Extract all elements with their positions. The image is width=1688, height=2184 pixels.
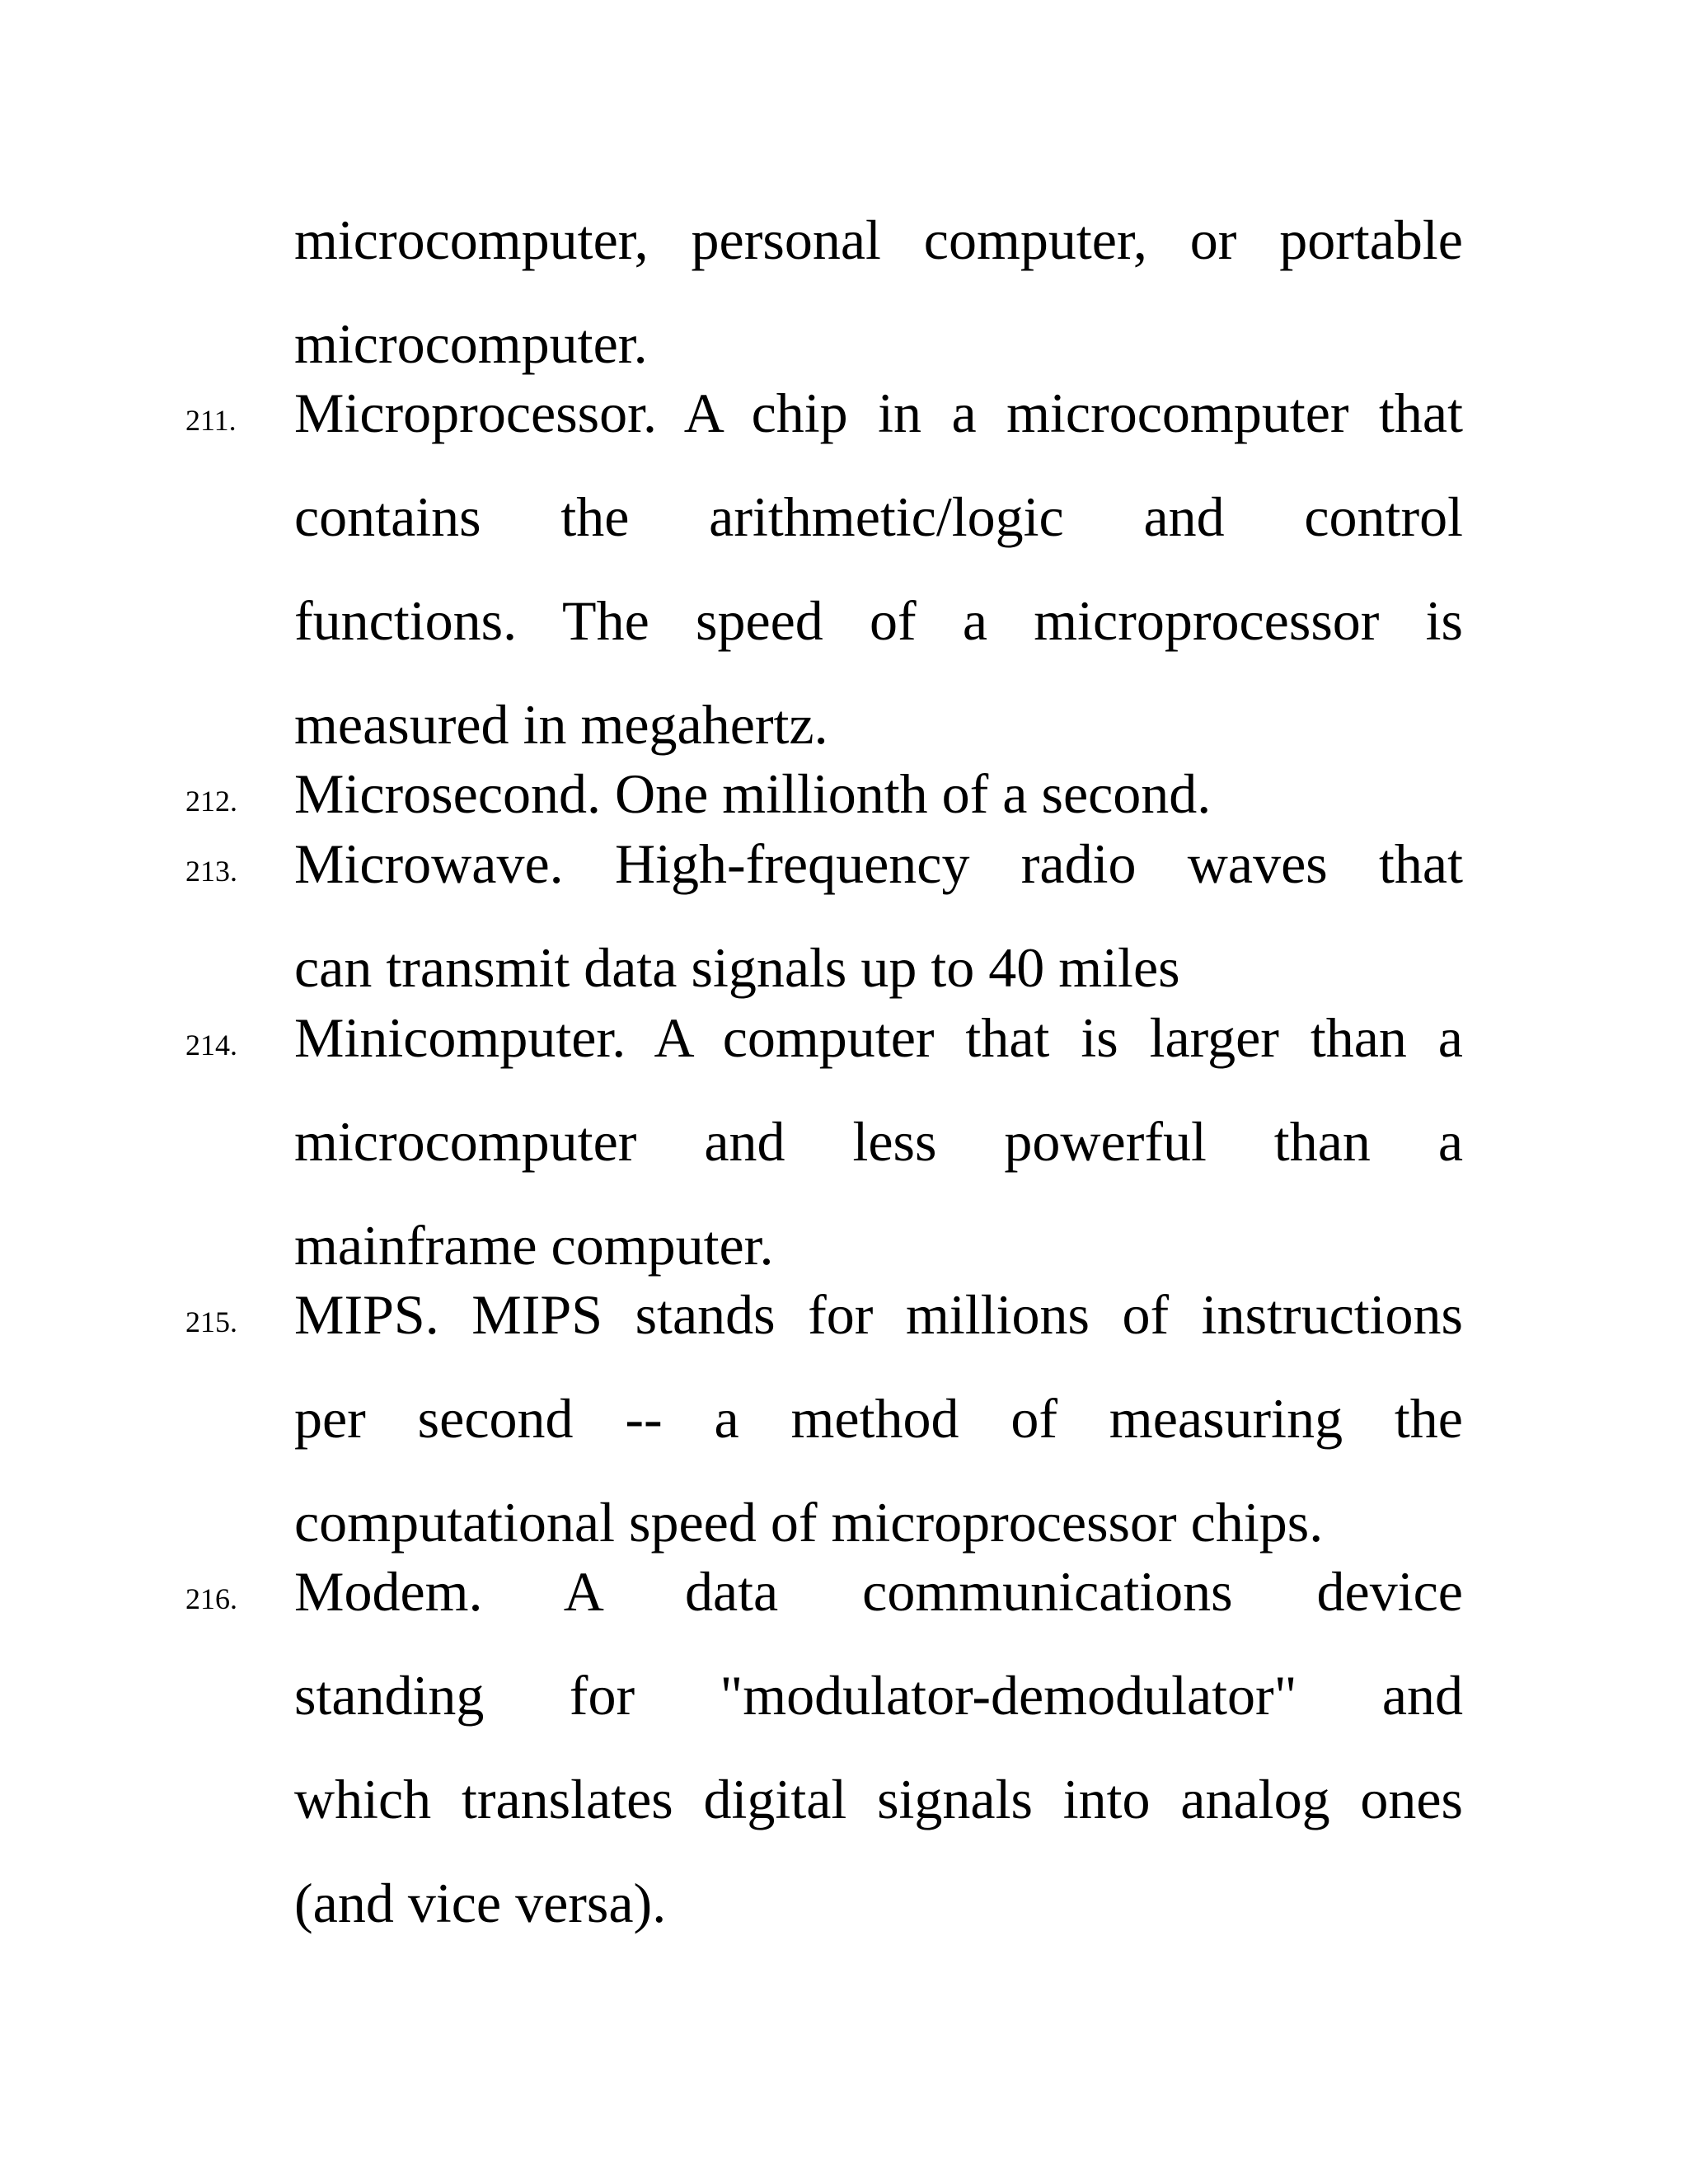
continued-entry-text bbox=[294, 188, 1463, 375]
text-line: can transmit data signals up to 40 miles bbox=[294, 936, 1180, 999]
text-line: microcomputer and less powerful than a bbox=[294, 1110, 1463, 1173]
text-line: microcomputer. bbox=[294, 312, 648, 375]
text-line: standing for "modulator-demodulator" and bbox=[294, 1664, 1463, 1727]
text-line: functions. The speed of a microprocessor is bbox=[294, 589, 1463, 652]
entry-text bbox=[294, 361, 1463, 756]
text-line: Minicomputer. A computer that is larger than a bbox=[294, 1006, 1463, 1069]
entry-text bbox=[294, 986, 1463, 1277]
entry-number: 216. bbox=[185, 1582, 237, 1615]
entry-text bbox=[294, 1540, 1463, 1934]
text-line: contains the arithmetic/logic and control bbox=[294, 485, 1463, 548]
entry-text bbox=[294, 1263, 1463, 1554]
entry-number: 215. bbox=[185, 1305, 237, 1338]
text-line: microcomputer, personal computer, or portable bbox=[294, 209, 1463, 271]
text-line: MIPS. MIPS stands for millions of instructions bbox=[294, 1283, 1463, 1346]
text-line: measured in megahertz. bbox=[294, 693, 828, 756]
text-line: per second -- a method of measuring the bbox=[294, 1387, 1463, 1450]
text-line: mainframe computer. bbox=[294, 1214, 774, 1277]
text-line: which translates digital signals into analog ones bbox=[294, 1768, 1463, 1830]
text-line: Microprocessor. A chip in a microcomputer that bbox=[294, 382, 1463, 444]
text-line: Microsecond. One millionth of a second. bbox=[294, 762, 1212, 825]
entry-number: 213. bbox=[185, 855, 237, 888]
entry-number: 211. bbox=[185, 404, 237, 437]
entry-text bbox=[294, 742, 1463, 825]
text-line: computational speed of microprocessor chips. bbox=[294, 1491, 1324, 1554]
text-line: (and vice versa). bbox=[294, 1872, 667, 1934]
entry-text bbox=[294, 812, 1463, 999]
text-line: Microwave. High-frequency radio waves that bbox=[294, 832, 1463, 895]
entry-number: 212. bbox=[185, 785, 237, 818]
entry-number: 214. bbox=[185, 1029, 237, 1062]
text-line: Modem. A data communications device bbox=[294, 1560, 1463, 1623]
